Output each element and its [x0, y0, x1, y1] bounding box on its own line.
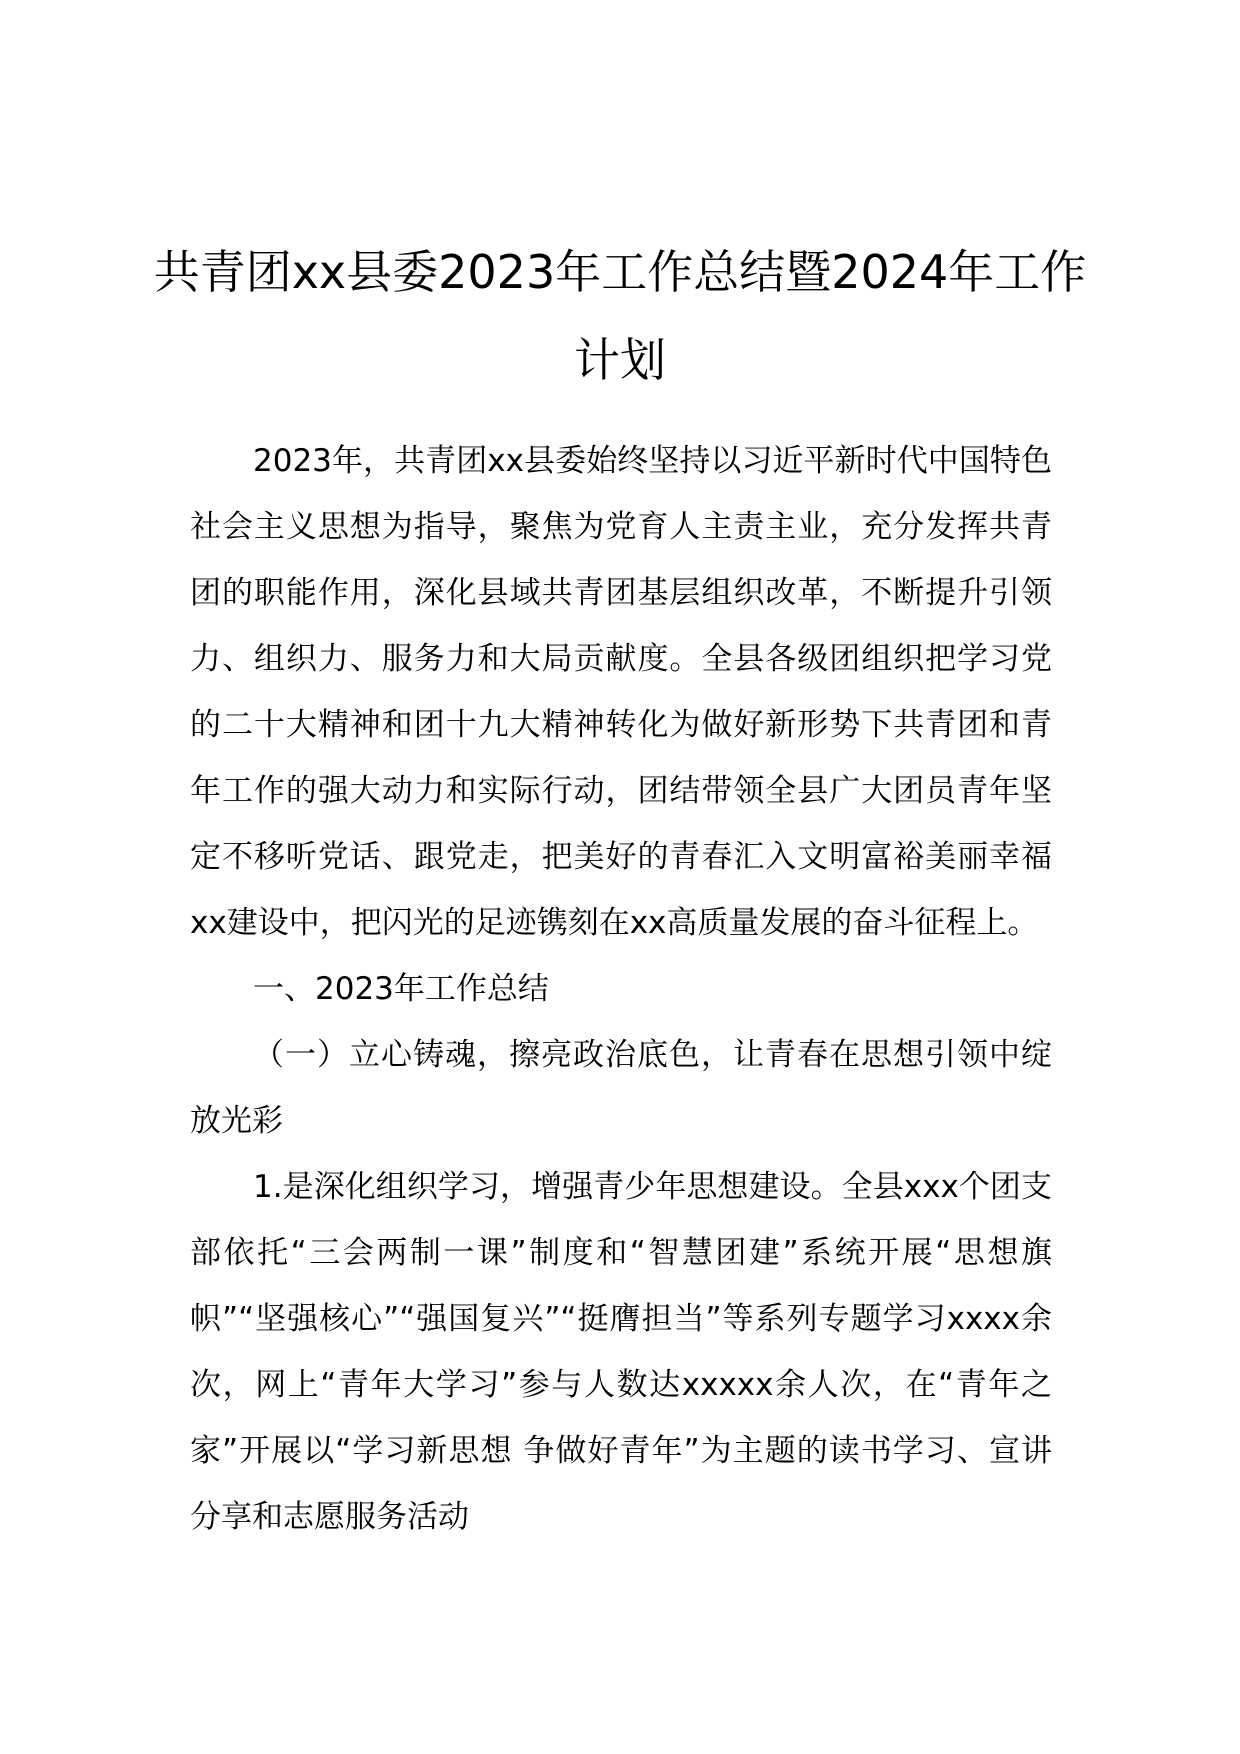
document-title: 共青团xx县委2023年工作总结暨2024年工作计划	[153, 245, 1087, 387]
subsection-heading: （一）立心铸魂，擦亮政治底色，让青春在思想引领中绽放光彩	[190, 1037, 1052, 1139]
body-paragraph: 1.是深化组织学习，增强青少年思想建设。全县xxx个团支部依托“三会两制一课”制度和“智慧团建”系统开展“思想旗帜”“坚强核心”“强国复兴”“挺膺担当”等系列专题学习xxxx余次，网上“青年大学习”参与人数达xxxxx余人次，在“青年之家”开展以“学习新思想 争做好青年”为主题的读书学习、宣讲分享和志愿服务活动	[190, 1169, 1052, 1535]
intro-paragraph: 2023年，共青团xx县委始终坚持以习近平新时代中国特色社会主义思想为指导，聚焦为党育人主责主业，充分发挥共青团的职能作用，深化县域共青团基层组织改革，不断提升引领力、组织力、服务力和大局贡献度。全县各级团组织把学习党的二十大精神和团十九大精神转化为做好新形势下共青团和青年工作的强大动力和实际行动，团结带领全县广大团员青年坚定不移听党话、跟党走，把美好的青春汇入文明富裕美丽幸福xx建设中，把闪光的足迹镌刻在xx高质量发展的奋斗征程上。	[190, 443, 1052, 941]
section-heading: 一、2023年工作总结	[253, 971, 549, 1007]
document-body	[190, 428, 1052, 1550]
